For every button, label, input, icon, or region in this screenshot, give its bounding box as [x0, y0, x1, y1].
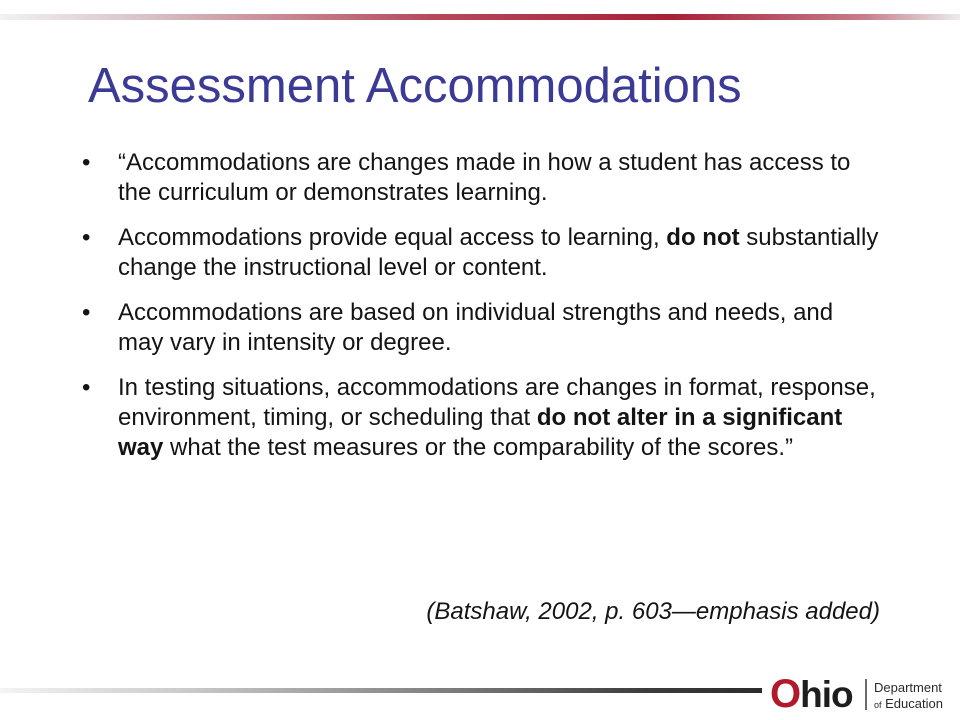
bullet-list: [80, 148, 880, 478]
logo-wordmark: [770, 673, 853, 716]
bullet-text-segment: Accommodations provide equal access to learning,: [118, 224, 667, 251]
bullet-text-segment: Accommodations are based on individual strengths and needs, and may vary in intensity or degree.: [118, 299, 834, 356]
logo-of-word: of: [874, 700, 882, 710]
bullet-dot-icon: •: [82, 149, 91, 176]
top-decorative-rule: [0, 14, 960, 20]
bullet-item: [80, 373, 880, 463]
bottom-decorative-rule: [0, 688, 762, 693]
bullet-dot-icon: •: [82, 224, 91, 251]
bullet-dot-icon: •: [82, 374, 91, 401]
logo-o-letter: O: [770, 672, 801, 716]
bullet-item: [80, 298, 880, 358]
bullet-item: [80, 223, 880, 283]
logo-hio-letters: hio: [800, 674, 853, 715]
bullet-text-segment: substantially change the instructional level or content.: [118, 224, 879, 281]
logo-department-line: Department: [874, 680, 942, 695]
logo-education-word: Education: [881, 696, 943, 711]
bullet-dot-icon: •: [82, 299, 91, 326]
bullet-emphasis-text: do not alter in a significant way: [118, 404, 843, 461]
ohio-department-of-education-logo: [770, 673, 955, 715]
citation: (Batshaw, 2002, p. 603—emphasis added): [426, 598, 880, 625]
bullet-text-segment: “Accommodations are changes made in how a student has access to the curriculum or demonstrates learning.: [118, 149, 851, 206]
bullet-text-segment: In testing situations, accommodations are changes in format, response, environment, timing, or scheduling that: [118, 374, 876, 431]
logo-education-line: [874, 696, 943, 713]
bullet-emphasis-text: do not: [666, 224, 740, 251]
logo-department-text: [874, 680, 943, 713]
slide-title: Assessment Accommodations: [88, 59, 742, 113]
bullet-item: [80, 148, 880, 208]
bullet-text-segment: what the test measures or the comparability of the scores.”: [163, 434, 793, 461]
logo-divider: [865, 679, 867, 710]
